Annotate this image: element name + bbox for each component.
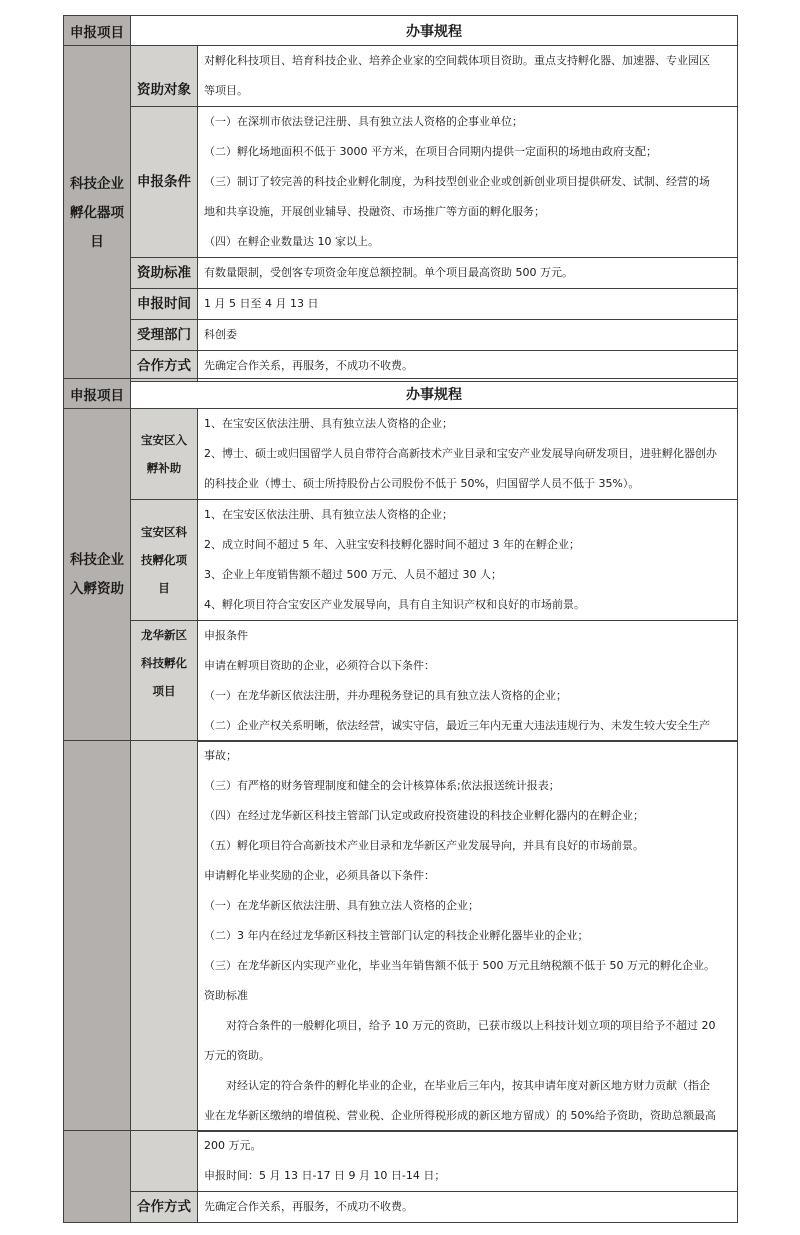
row-content: 科创委 [198,320,738,351]
label-cell-empty [131,741,198,1132]
row-content: 有数量限制，受创客专项资金年度总额控制。单个项目最高资助 500 万元。 [198,258,738,289]
row-content: 申报条件 申请在孵项目资助的企业，必须符合以下条件： （一）在龙华新区依法注册，并办理税务登记的具有独立法人资格的企业； （二）企业产权关系明晰，依法经营，诚实守信，最近三年内无重大违法违规行为、未发生较大安全生产 [198,621,738,742]
row-label: 资助标准 [131,258,198,289]
label-cell-empty [131,1131,198,1192]
section-final-table [63,1130,738,1223]
row-label-cooperation: 合作方式 [131,1192,198,1223]
row-label: 合作方式 [131,351,198,382]
row-label: 申报条件 [131,107,198,258]
section-continuation-table [63,740,738,1132]
category-cell-empty [64,1131,131,1223]
header-procedure: 办事规程 [131,16,738,46]
row-label: 资助对象 [131,46,198,107]
section-incubator-table [63,15,738,382]
row-label: 宝安区科技孵化项目 [131,500,198,621]
row-content: 先确定合作关系，再服务，不成功不收费。 [198,351,738,382]
row-content: 1、在宝安区依法注册、具有独立法人资格的企业； 2、成立时间不超过 5 年、入驻宝安科技孵化器时间不超过 3 年的在孵企业； 3、企业上年度销售额不超过 500 万元、人员不超过 30 人； 4、孵化项目符合宝安区产业发展导向，具有自主知识产权和良好的市场前景。 [198,500,738,621]
row-content: 1、在宝安区依法注册、具有独立法人资格的企业； 2、博士、硕士或归国留学人员自带符合高新技术产业目录和宝安产业发展导向研发项目，进驻孵化器创办 的科技企业（博士、硕士所持股份占公司股份不低于 50%，归国留学人员不低于 35%）。 [198,409,738,500]
row-content: 对孵化科技项目、培育科技企业、培养企业家的空间载体项目资助。重点支持孵化器、加速器、专业园区 等项目。 [198,46,738,107]
category-cell-empty [64,741,131,1132]
row-content-cooperation: 先确定合作关系，再服务，不成功不收费。 [198,1192,738,1223]
category-incubation-subsidy: 科技企业入孵资助 [64,409,131,742]
row-content: 事故； （三）有严格的财务管理制度和健全的会计核算体系;依法报送统计报表； （四）在经过龙华新区科技主管部门认定或政府投资建设的科技企业孵化器内的在孵企业； （五）孵化项目符合高新技术产业目录和龙华新区产业发展导向，并具有良好的市场前景。 申请孵化毕业奖励的企业，必须具备以下条件： （一）在龙华新区依法注册、具有独立法人资格的企业； （二）3 年内在经过龙华新区科技主管部门认定的科技企业孵化器毕业的企业； （三）在龙华新区内实现产业化，毕业当年销售额不低于 500 万元且纳税额不低于 50 万元的孵化企业。 资助标准 对符合条件的一般孵化项目，给予 10 万元的资助，已获市级以上科技计划立项的项目给予不超过 20 万元的资助。 对经认定的符合条件的孵化毕业的企业，在毕业后三年内，按其申请年度对新区地方财力贡献（指企 业在龙华新区缴纳的增值税、营业税、企业所得税形成的新区地方留成）的 50%给予资助，资助总额最高 [198,741,738,1132]
row-content: 1 月 5 日至 4 月 13 日 [198,289,738,320]
row-label: 宝安区入孵补助 [131,409,198,500]
header-project: 申报项目 [64,379,131,409]
section-incubation-subsidy-table [63,378,738,742]
header-project: 申报项目 [64,16,131,46]
row-label: 申报时间 [131,289,198,320]
row-content: （一）在深圳市依法登记注册、具有独立法人资格的企事业单位； （二）孵化场地面积不低于 3000 平方米，在项目合同期内提供一定面积的场地由政府支配； （三）制订了较完善的科技企业孵化制度，为科技型创业企业或创新创业项目提供研发、试制、经营的场 地和共享设施，开展创业辅导、投融资、市场推广等方面的孵化服务； （四）在孵企业数量达 10 家以上。 [198,107,738,258]
row-label: 受理部门 [131,320,198,351]
category-incubator: 科技企业孵化器项目 [64,46,131,382]
row-content: 200 万元。 申报时间：5 月 13 日-17 日 9 月 10 日-14 日； [198,1131,738,1192]
header-procedure: 办事规程 [131,379,738,409]
row-label: 龙华新区科技孵化项目 [131,621,198,742]
